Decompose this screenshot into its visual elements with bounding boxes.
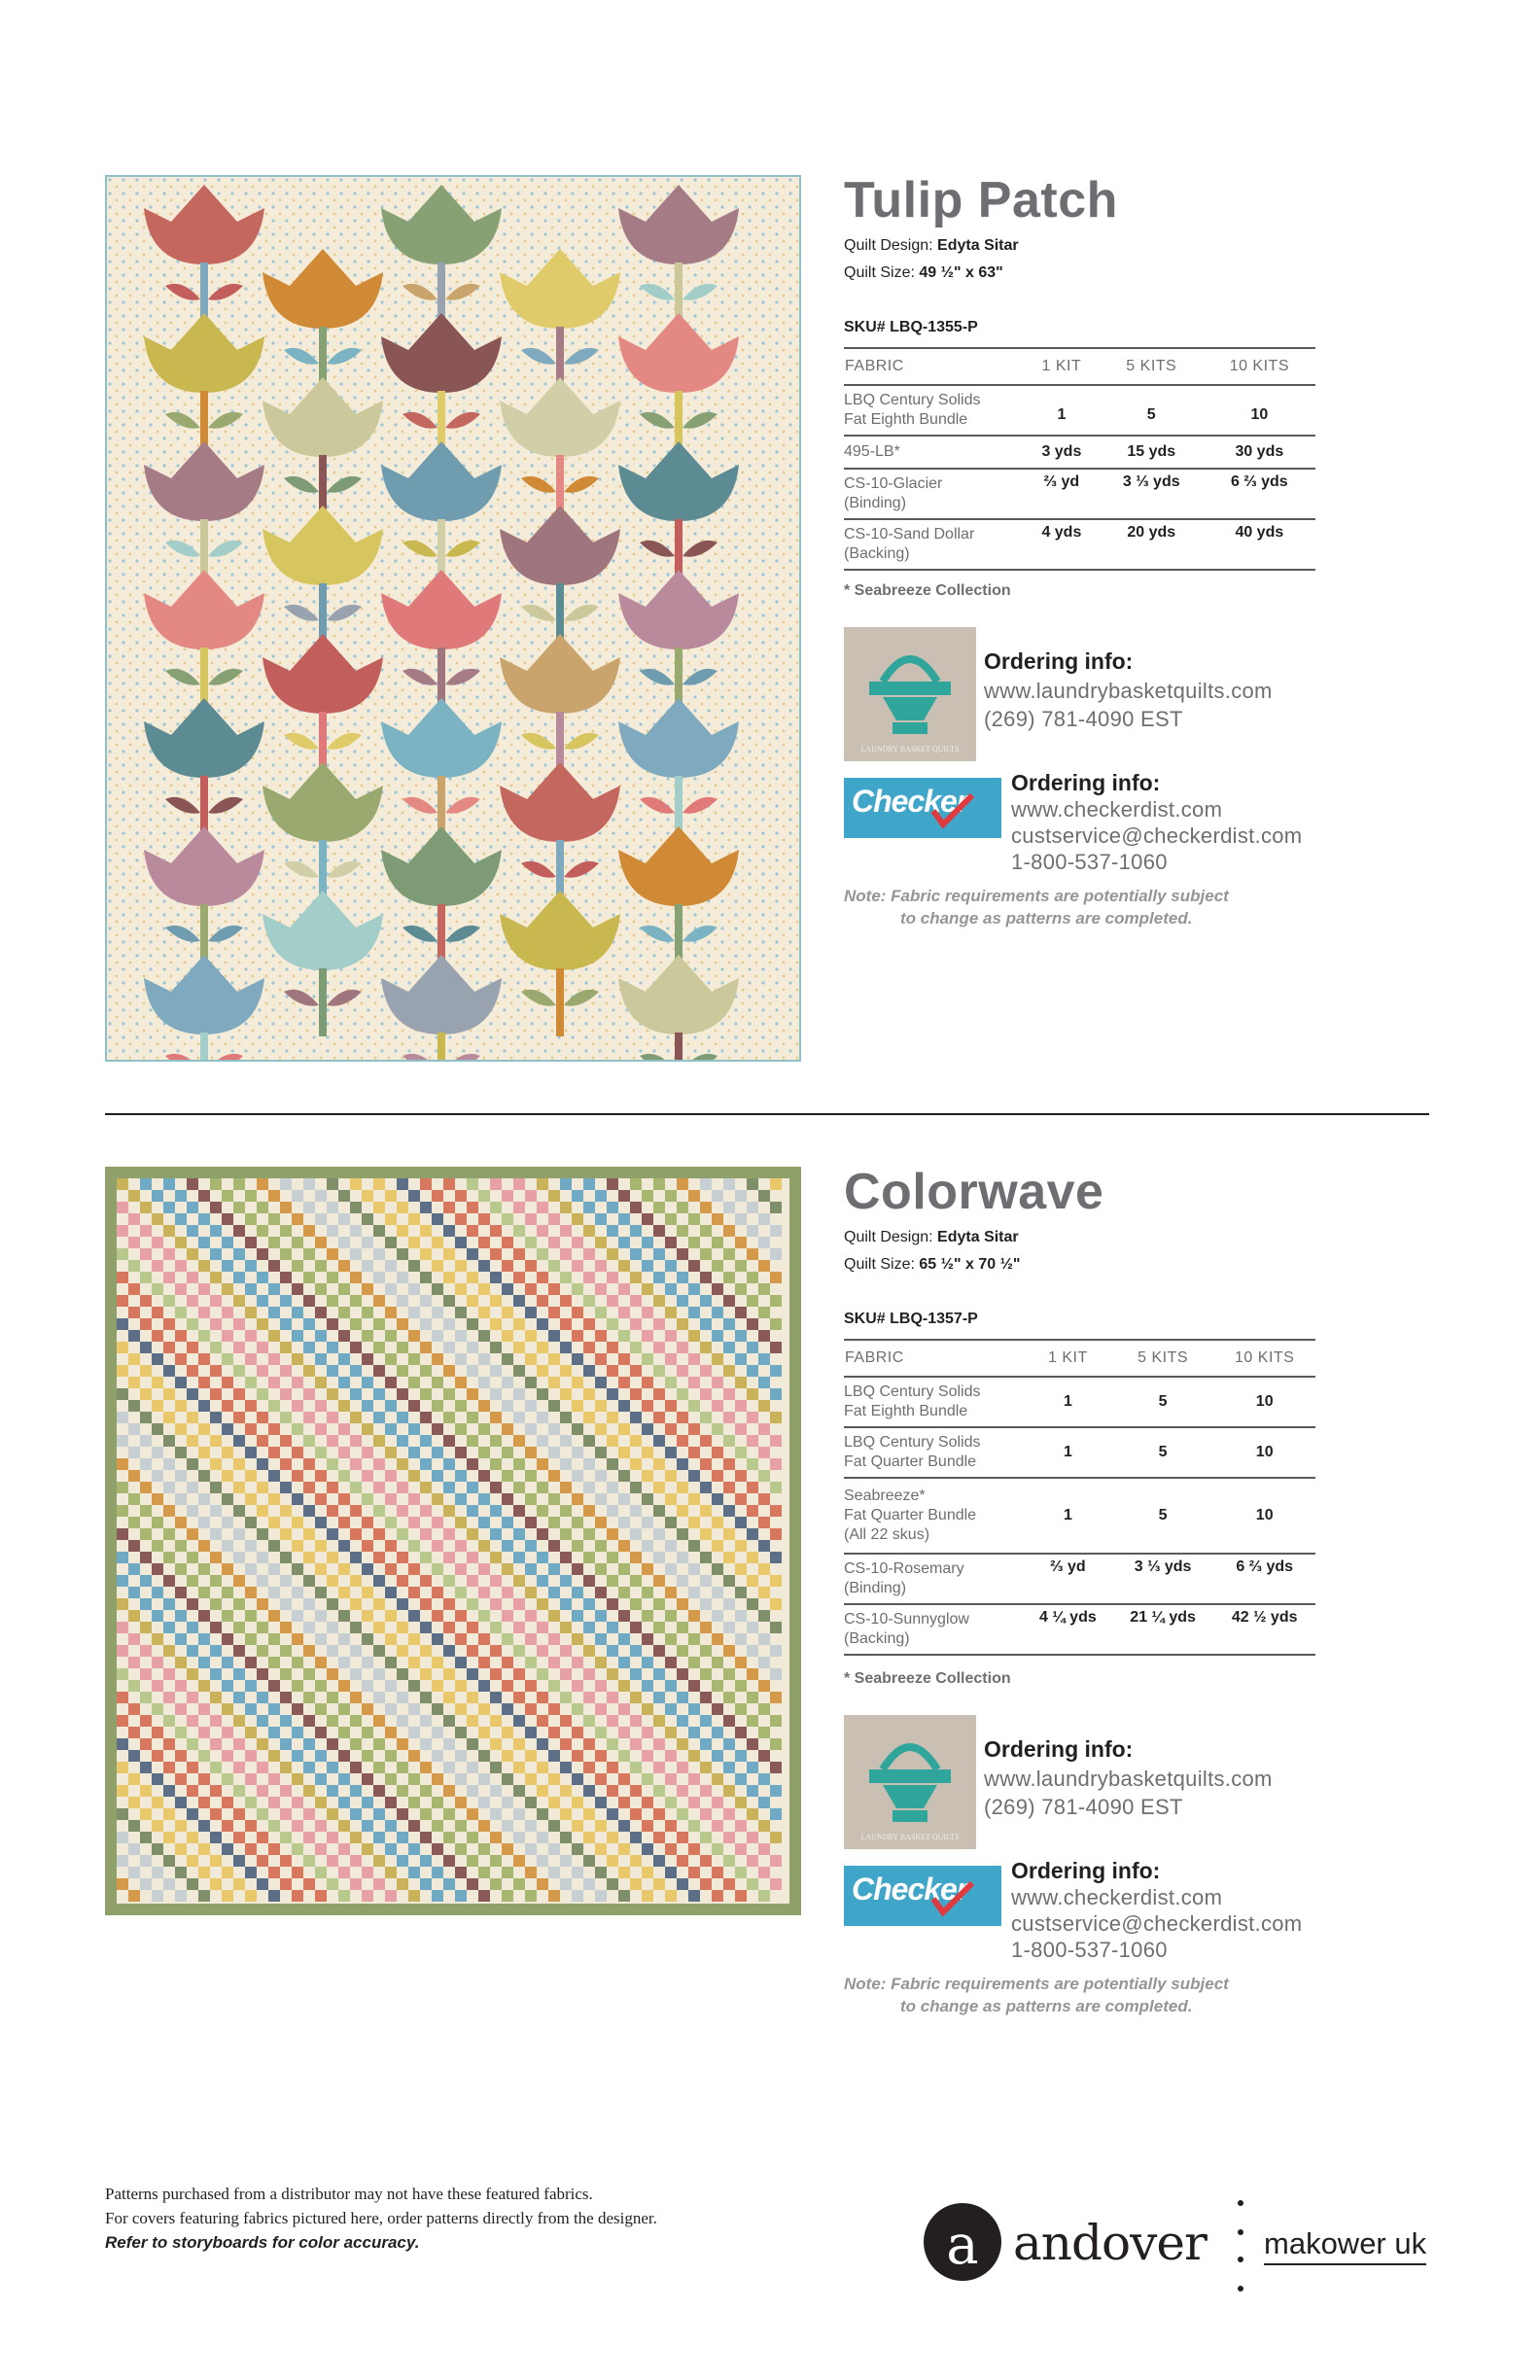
quilt-title-tulip-patch: Tulip Patch bbox=[844, 172, 1118, 228]
lbq-website-link[interactable]: www.laundrybasketquilts.com bbox=[984, 679, 1273, 703]
sku-label: SKU# LBQ-1355-P bbox=[844, 319, 978, 335]
svg-text:a: a bbox=[946, 2214, 979, 2277]
table-row: LBQ Century Solids Fat Quarter Bundle 1 5 10 bbox=[844, 1427, 1315, 1478]
ordering-info-title: Ordering info: bbox=[1011, 1858, 1161, 1883]
fabric-note: Note: Fabric requirements are potentially subject to change as patterns are completed. bbox=[844, 1975, 1229, 2015]
table-row: 495-LB* 3 yds 15 yds 30 yds bbox=[844, 436, 1315, 469]
checker-phone: 1-800-537-1060 bbox=[1011, 1938, 1168, 1962]
quilt-size-line: Quilt Size: 49 ½" x 63" bbox=[844, 264, 1003, 281]
table-row: LBQ Century Solids Fat Eighth Bundle 1 5 10 bbox=[844, 385, 1315, 436]
table-row: CS-10-Sunnyglow (Backing) 4 ¼ yds 21 ¼ yds 42 ½ yds bbox=[844, 1604, 1315, 1655]
col-header-1-kit: 1 KIT bbox=[1024, 1340, 1112, 1377]
col-header-1-kit: 1 KIT bbox=[1024, 348, 1100, 385]
quilt-title-colorwave: Colorwave bbox=[844, 1164, 1104, 1220]
checker-website-link[interactable]: www.checkerdist.com bbox=[1011, 1885, 1223, 1909]
checkmark-icon bbox=[844, 778, 1001, 838]
checker-website-link[interactable]: www.checkerdist.com bbox=[1011, 797, 1223, 822]
sku-label: SKU# LBQ-1357-P bbox=[844, 1311, 978, 1327]
checker-distributors-logo bbox=[844, 1866, 1001, 1926]
checker-distributors-logo bbox=[844, 778, 1001, 838]
checker-phone: 1-800-537-1060 bbox=[1011, 850, 1168, 874]
ordering-info-title: Ordering info: bbox=[984, 1736, 1134, 1762]
col-header-10-kits: 10 KITS bbox=[1204, 348, 1315, 385]
table-row: CS-10-Sand Dollar (Backing) 4 yds 20 yds 40 yds bbox=[844, 519, 1315, 570]
andover-logo bbox=[924, 2205, 1206, 2283]
table-row: LBQ Century Solids Fat Eighth Bundle 1 5 10 bbox=[844, 1377, 1315, 1427]
col-header-fabric: FABRIC bbox=[844, 348, 1024, 385]
lbq-phone: (269) 781-4090 EST bbox=[984, 1795, 1183, 1819]
checker-logo-text: Checker bbox=[852, 1872, 968, 1907]
ordering-info-title: Ordering info: bbox=[984, 648, 1134, 674]
tulip-patch-quilt-image bbox=[105, 175, 801, 1062]
lbq-website-link[interactable]: www.laundrybasketquilts.com bbox=[984, 1767, 1273, 1791]
checkmark-icon bbox=[844, 1866, 1001, 1926]
checker-email-link[interactable]: custservice@checkerdist.com bbox=[1011, 823, 1303, 848]
svg-text:LAUNDRY BASKET QUILTS: LAUNDRY BASKET QUILTS bbox=[860, 1833, 960, 1841]
fabric-requirements-table bbox=[844, 347, 1315, 571]
laundry-basket-quilts-logo bbox=[844, 1715, 976, 1849]
brand-separator-dots bbox=[1237, 2199, 1244, 2292]
col-header-fabric: FABRIC bbox=[844, 1340, 1024, 1377]
col-header-10-kits: 10 KITS bbox=[1213, 1340, 1315, 1377]
col-header-5-kits: 5 KITS bbox=[1112, 1340, 1214, 1377]
quilt-size-line: Quilt Size: 65 ½" x 70 ½" bbox=[844, 1256, 1021, 1273]
fabric-note: Note: Fabric requirements are potentially subject to change as patterns are completed. bbox=[844, 887, 1229, 928]
basket-icon bbox=[844, 627, 976, 761]
col-header-5-kits: 5 KITS bbox=[1100, 348, 1204, 385]
quilt-design-line: Quilt Design: Edyta Sitar bbox=[844, 237, 1019, 254]
checker-email-link[interactable]: custservice@checkerdist.com bbox=[1011, 1911, 1303, 1936]
section-divider bbox=[105, 1113, 1429, 1115]
collection-note: * Seabreeze Collection bbox=[844, 582, 1011, 599]
svg-text:LAUNDRY BASKET QUILTS: LAUNDRY BASKET QUILTS bbox=[860, 745, 960, 753]
fabric-requirements-table bbox=[844, 1339, 1315, 1656]
checker-logo-text: Checker bbox=[852, 784, 968, 819]
andover-a-icon bbox=[924, 2201, 1007, 2285]
basket-icon bbox=[844, 1715, 976, 1849]
table-row: Seabreeze* Fat Quarter Bundle (All 22 skus) 1 5 10 bbox=[844, 1478, 1315, 1554]
laundry-basket-quilts-logo bbox=[844, 627, 976, 761]
makower-uk-logo: makower uk bbox=[1264, 2226, 1426, 2265]
quilt-design-line: Quilt Design: Edyta Sitar bbox=[844, 1229, 1019, 1245]
collection-note: * Seabreeze Collection bbox=[844, 1670, 1011, 1687]
colorwave-quilt-image bbox=[105, 1167, 801, 1915]
footer-disclaimer: Patterns purchased from a distributor may not have these featured fabrics. For covers featuring fabrics pictured here, order patterns directly from the designer. Refer to storyboards for color accuracy. bbox=[105, 2185, 657, 2252]
andover-wordmark: andover bbox=[1013, 2215, 1207, 2271]
table-row: CS-10-Glacier (Binding) ⅔ yd 3 ⅓ yds 6 ⅔ yds bbox=[844, 469, 1315, 519]
table-row: CS-10-Rosemary (Binding) ⅔ yd 3 ⅓ yds 6 ⅔ yds bbox=[844, 1554, 1315, 1604]
lbq-phone: (269) 781-4090 EST bbox=[984, 707, 1183, 731]
ordering-info-title: Ordering info: bbox=[1011, 770, 1161, 795]
